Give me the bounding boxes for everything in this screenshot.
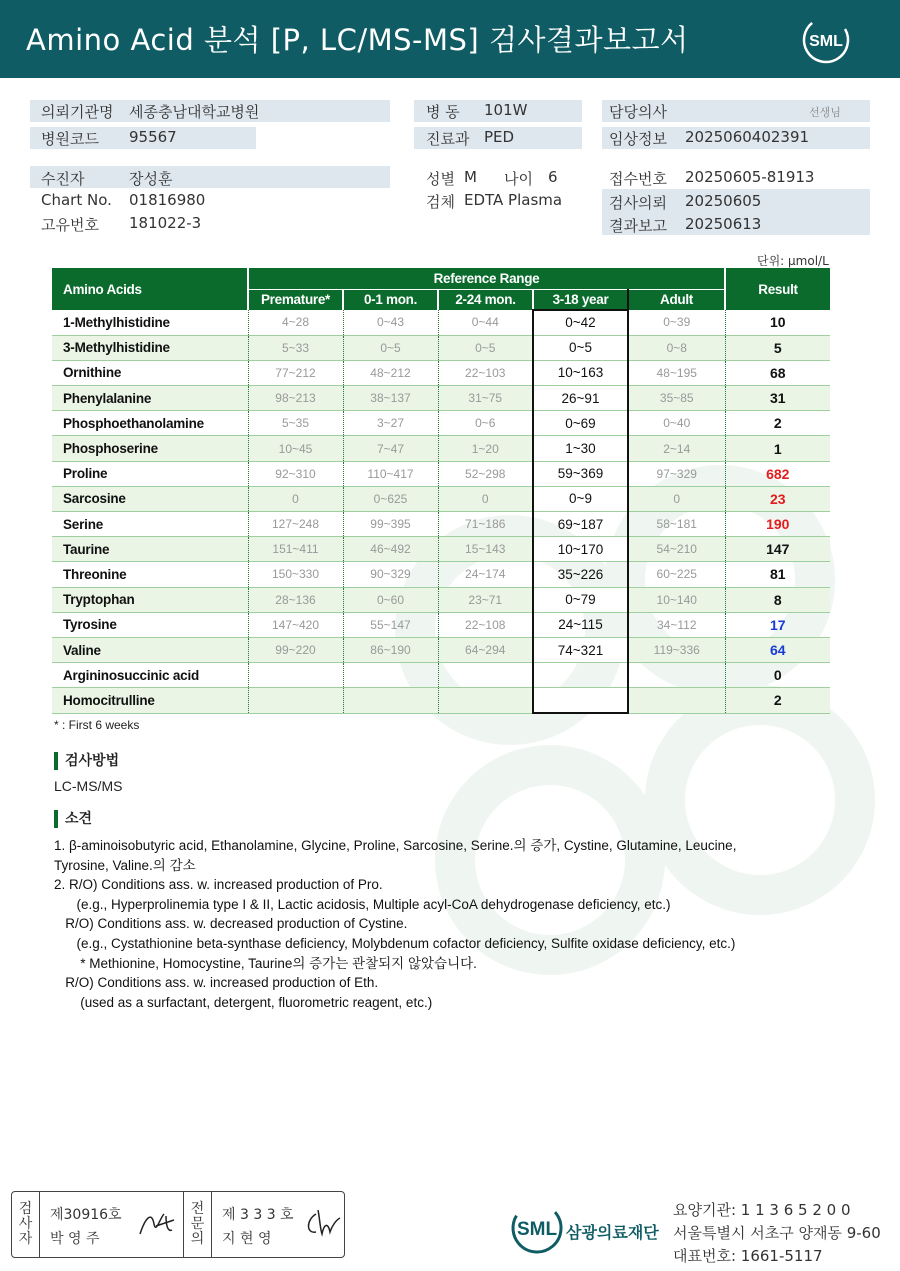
reference-range-cell: 0~39 xyxy=(628,310,725,335)
reference-range-cell: 22~108 xyxy=(438,612,533,637)
tester-number: 제30916호 xyxy=(50,1207,122,1223)
table-row xyxy=(52,360,830,385)
institution-label: 의뢰기관명 xyxy=(41,103,114,121)
col-header-0-1-mon: 0-1 mon. xyxy=(343,289,438,310)
tester-name: 박 영 주 xyxy=(50,1231,100,1247)
findings-line: (used as a surfactant, detergent, fluorometric reagent, etc.) xyxy=(54,994,433,1010)
report-header xyxy=(0,0,900,78)
result-value: 31 xyxy=(725,386,830,411)
reference-range-cell: 10~45 xyxy=(248,436,343,461)
sml-logo-text: SML xyxy=(809,33,843,50)
result-value: 190 xyxy=(725,512,830,537)
amino-acid-name: Taurine xyxy=(52,537,248,562)
reference-range-cell: 98~213 xyxy=(248,386,343,411)
table-row xyxy=(52,512,830,537)
amino-acid-name: Threonine xyxy=(52,562,248,587)
reference-range-cell: 60~225 xyxy=(628,562,725,587)
reference-range-cell: 23~71 xyxy=(438,587,533,612)
col-header-result: Result xyxy=(725,268,830,310)
organization-code: 요양기관: 1 1 3 6 5 2 0 0 xyxy=(673,1201,851,1219)
reference-range-cell: 77~212 xyxy=(248,360,343,385)
table-row xyxy=(52,486,830,511)
col-header-premature: Premature* xyxy=(248,289,343,310)
clinical-label: 임상정보 xyxy=(609,130,667,148)
amino-acid-name: Proline xyxy=(52,461,248,486)
table-row xyxy=(52,587,830,612)
patient-name-value: 장성훈 xyxy=(129,170,173,188)
reference-range-cell: 64~294 xyxy=(438,637,533,662)
age-label: 나이 xyxy=(504,170,533,188)
reference-range-cell: 52~298 xyxy=(438,461,533,486)
report-title: Amino Acid 분석 [P, LC/MS-MS] 검사결과보고서 xyxy=(26,23,689,57)
reference-range-cell: 59~369 xyxy=(533,461,628,486)
reference-range-cell: 35~85 xyxy=(628,386,725,411)
reference-range-cell: 0~8 xyxy=(628,335,725,360)
doctor-suffix: 선생님 xyxy=(809,106,841,119)
col-header-reference-range: Reference Range xyxy=(248,268,725,289)
sml-bottom-logo-text: SML xyxy=(516,1219,558,1240)
specialist-name: 지 현 영 xyxy=(222,1231,272,1247)
findings-line: R/O) Conditions ass. w. decreased production of Cystine. xyxy=(54,916,408,932)
amino-acid-name: Valine xyxy=(52,637,248,662)
reference-range-cell: 0~43 xyxy=(343,310,438,335)
amino-acid-name: Serine xyxy=(52,512,248,537)
amino-acid-name: Phosphoserine xyxy=(52,436,248,461)
reference-range-cell: 7~47 xyxy=(343,436,438,461)
reference-range-cell: 127~248 xyxy=(248,512,343,537)
reference-range-cell: 38~137 xyxy=(343,386,438,411)
result-value: 8 xyxy=(725,587,830,612)
reference-range-cell: 0~42 xyxy=(533,310,628,335)
reference-range-cell: 3~27 xyxy=(343,411,438,436)
reference-range-cell: 150~330 xyxy=(248,562,343,587)
reference-range-cell: 0~625 xyxy=(343,486,438,511)
hospital-code-label: 병원코드 xyxy=(41,130,99,148)
organization-address: 서울특별시 서초구 양재동 9-60 xyxy=(673,1224,881,1242)
reference-range-cell: 99~220 xyxy=(248,637,343,662)
reference-range-cell: 90~329 xyxy=(343,562,438,587)
reference-range-cell: 55~147 xyxy=(343,612,438,637)
method-heading: 검사방법 xyxy=(54,752,119,770)
reference-range-cell: 31~75 xyxy=(438,386,533,411)
reference-range-cell: 151~411 xyxy=(248,537,343,562)
sex-label: 성별 xyxy=(426,170,455,188)
tester-signature xyxy=(136,1208,178,1240)
hospital-code-value: 95567 xyxy=(129,128,177,146)
organization-phone: 대표번호: 1661-5117 xyxy=(673,1247,823,1265)
reference-range-cell: 28~136 xyxy=(248,587,343,612)
reference-range-cell: 0~5 xyxy=(438,335,533,360)
reference-range-cell: 0 xyxy=(248,486,343,511)
reference-range-cell: 92~310 xyxy=(248,461,343,486)
reference-range-cell: 0~5 xyxy=(343,335,438,360)
reference-range-cell xyxy=(628,688,725,713)
dept-label: 진료과 xyxy=(426,130,470,148)
dept-value: PED xyxy=(484,128,515,146)
patient-name-label: 수진자 xyxy=(41,170,85,188)
reference-range-cell: 58~181 xyxy=(628,512,725,537)
result-value: 2 xyxy=(725,411,830,436)
report-date-value: 20250613 xyxy=(685,215,762,233)
findings-text xyxy=(54,836,736,1012)
reference-range-cell: 1~20 xyxy=(438,436,533,461)
reference-range-cell: 34~112 xyxy=(628,612,725,637)
reference-range-cell: 35~226 xyxy=(533,562,628,587)
reference-range-cell xyxy=(343,663,438,688)
amino-acid-name: Ornithine xyxy=(52,360,248,385)
reference-range-cell: 48~195 xyxy=(628,360,725,385)
amino-acid-name: Argininosuccinic acid xyxy=(52,663,248,688)
reference-range-cell: 0~44 xyxy=(438,310,533,335)
result-value: 682 xyxy=(725,461,830,486)
amino-acid-name: Phenylalanine xyxy=(52,386,248,411)
ward-value: 101W xyxy=(484,101,528,119)
chart-no-label: Chart No. xyxy=(41,191,112,209)
result-value: 147 xyxy=(725,537,830,562)
receipt-label: 접수번호 xyxy=(609,170,667,188)
specimen-label: 검체 xyxy=(426,193,455,211)
table-row xyxy=(52,637,830,662)
sml-logo xyxy=(800,14,852,66)
sml-bottom-logo xyxy=(508,1200,566,1256)
reference-range-cell xyxy=(438,663,533,688)
table-row xyxy=(52,688,830,713)
amino-acid-name: Tyrosine xyxy=(52,612,248,637)
table-footnote: * : First 6 weeks xyxy=(54,718,140,732)
table-row xyxy=(52,335,830,360)
reference-range-cell: 2~14 xyxy=(628,436,725,461)
findings-line: Tyrosine, Valine.의 감소 xyxy=(54,857,196,873)
result-value: 10 xyxy=(725,310,830,335)
reference-range-cell: 46~492 xyxy=(343,537,438,562)
findings-heading: 소견 xyxy=(54,810,92,828)
unique-no-label: 고유번호 xyxy=(41,216,99,234)
table-row xyxy=(52,436,830,461)
clinical-value: 2025060402391 xyxy=(685,128,810,146)
reference-range-cell: 97~329 xyxy=(628,461,725,486)
age-value: 6 xyxy=(548,168,558,186)
amino-acid-name: Phosphoethanolamine xyxy=(52,411,248,436)
amino-acid-name: Homocitrulline xyxy=(52,688,248,713)
table-row xyxy=(52,411,830,436)
ward-label: 병 동 xyxy=(426,103,460,121)
request-date-label: 검사의뢰 xyxy=(609,194,667,212)
reference-range-cell: 10~170 xyxy=(533,537,628,562)
reference-range-cell xyxy=(628,663,725,688)
doctor-label: 담당의사 xyxy=(609,103,667,121)
table-row xyxy=(52,612,830,637)
reference-range-cell: 48~212 xyxy=(343,360,438,385)
result-value: 64 xyxy=(725,637,830,662)
amino-acid-name: 3-Methylhistidine xyxy=(52,335,248,360)
table-row xyxy=(52,310,830,335)
findings-line: 2. R/O) Conditions ass. w. increased production of Pro. xyxy=(54,877,383,893)
reference-range-cell: 10~163 xyxy=(533,360,628,385)
reference-range-cell: 15~143 xyxy=(438,537,533,562)
result-value: 81 xyxy=(725,562,830,587)
reference-range-cell: 86~190 xyxy=(343,637,438,662)
specialist-number: 제 3 3 3 호 xyxy=(222,1207,294,1223)
reference-range-cell xyxy=(248,688,343,713)
reference-range-cell: 26~91 xyxy=(533,386,628,411)
result-value: 2 xyxy=(725,688,830,713)
receipt-value: 20250605-81913 xyxy=(685,168,815,186)
tester-cell xyxy=(40,1192,184,1257)
reference-range-cell: 74~321 xyxy=(533,637,628,662)
result-value: 23 xyxy=(725,486,830,511)
col-header-3-18-year: 3-18 year xyxy=(533,289,628,310)
reference-range-cell: 147~420 xyxy=(248,612,343,637)
reference-range-cell: 0~9 xyxy=(533,486,628,511)
chart-no-value: 01816980 xyxy=(129,191,206,209)
table-row xyxy=(52,386,830,411)
table-row xyxy=(52,663,830,688)
tester-label: 검 사 자 xyxy=(12,1192,40,1257)
findings-line: R/O) Conditions ass. w. increased production of Eth. xyxy=(54,975,379,991)
amino-acid-name: 1-Methylhistidine xyxy=(52,310,248,335)
reference-range-cell: 10~140 xyxy=(628,587,725,612)
reference-range-cell: 24~174 xyxy=(438,562,533,587)
reference-range-cell: 1~30 xyxy=(533,436,628,461)
specimen-value: EDTA Plasma xyxy=(464,191,563,209)
reference-range-cell: 99~395 xyxy=(343,512,438,537)
findings-line: (e.g., Hyperprolinemia type I & II, Lactic acidosis, Multiple acyl-CoA dehydrogenase deficiency, etc.) xyxy=(54,896,671,912)
amino-acid-name: Tryptophan xyxy=(52,587,248,612)
table-row xyxy=(52,537,830,562)
reference-range-cell: 71~186 xyxy=(438,512,533,537)
reference-range-cell: 0 xyxy=(628,486,725,511)
reference-range-cell: 5~35 xyxy=(248,411,343,436)
sex-value: M xyxy=(464,168,477,186)
unique-no-value: 181022-3 xyxy=(129,214,202,232)
result-value: 5 xyxy=(725,335,830,360)
reference-range-cell xyxy=(533,688,628,713)
col-header-2-24-mon: 2-24 mon. xyxy=(438,289,533,310)
reference-range-cell: 5~33 xyxy=(248,335,343,360)
result-value: 17 xyxy=(725,612,830,637)
table-row xyxy=(52,461,830,486)
request-date-value: 20250605 xyxy=(685,192,762,210)
specialist-cell xyxy=(212,1192,344,1257)
method-value: LC-MS/MS xyxy=(54,778,123,794)
signature-box xyxy=(11,1191,345,1258)
col-header-adult: Adult xyxy=(628,289,725,310)
reference-range-cell xyxy=(533,663,628,688)
amino-acid-table xyxy=(52,268,830,714)
reference-range-cell xyxy=(343,688,438,713)
reference-range-cell: 54~210 xyxy=(628,537,725,562)
reference-range-cell: 110~417 xyxy=(343,461,438,486)
reference-range-cell: 0~60 xyxy=(343,587,438,612)
reference-range-cell: 22~103 xyxy=(438,360,533,385)
reference-range-cell: 4~28 xyxy=(248,310,343,335)
organization-name: 삼광의료재단 xyxy=(566,1223,659,1242)
col-header-amino-acids: Amino Acids xyxy=(52,268,248,310)
reference-range-cell: 0~5 xyxy=(533,335,628,360)
institution-value: 세종충남대학교병원 xyxy=(129,103,260,121)
table-row xyxy=(52,562,830,587)
reference-range-cell xyxy=(248,663,343,688)
reference-range-cell: 0~69 xyxy=(533,411,628,436)
result-value: 68 xyxy=(725,360,830,385)
amino-acid-name: Sarcosine xyxy=(52,486,248,511)
reference-range-cell xyxy=(438,688,533,713)
reference-range-cell: 0 xyxy=(438,486,533,511)
reference-range-cell: 0~6 xyxy=(438,411,533,436)
findings-line: 1. β-aminoisobutyric acid, Ethanolamine, Glycine, Proline, Sarcosine, Serine.의 증가, Cystine, Glutamine, Leucine, xyxy=(54,838,737,853)
reference-range-cell: 0~40 xyxy=(628,411,725,436)
reference-range-cell: 69~187 xyxy=(533,512,628,537)
reference-range-cell: 119~336 xyxy=(628,637,725,662)
unit-label: 단위: µmol/L xyxy=(757,254,829,268)
reference-range-cell: 0~79 xyxy=(533,587,628,612)
specialist-signature xyxy=(302,1206,342,1240)
specialist-label: 전 문 의 xyxy=(184,1192,212,1257)
result-value: 1 xyxy=(725,436,830,461)
result-value: 0 xyxy=(725,663,830,688)
report-date-label: 결과보고 xyxy=(609,217,667,235)
reference-range-cell: 24~115 xyxy=(533,612,628,637)
findings-line: (e.g., Cystathionine beta-synthase deficiency, Molybdenum cofactor deficiency, Sulfite oxidase deficiency, etc.) xyxy=(54,935,736,951)
findings-line: * Methionine, Homocystine, Taurine의 증가는 관찰되지 않았습니다. xyxy=(54,955,477,971)
